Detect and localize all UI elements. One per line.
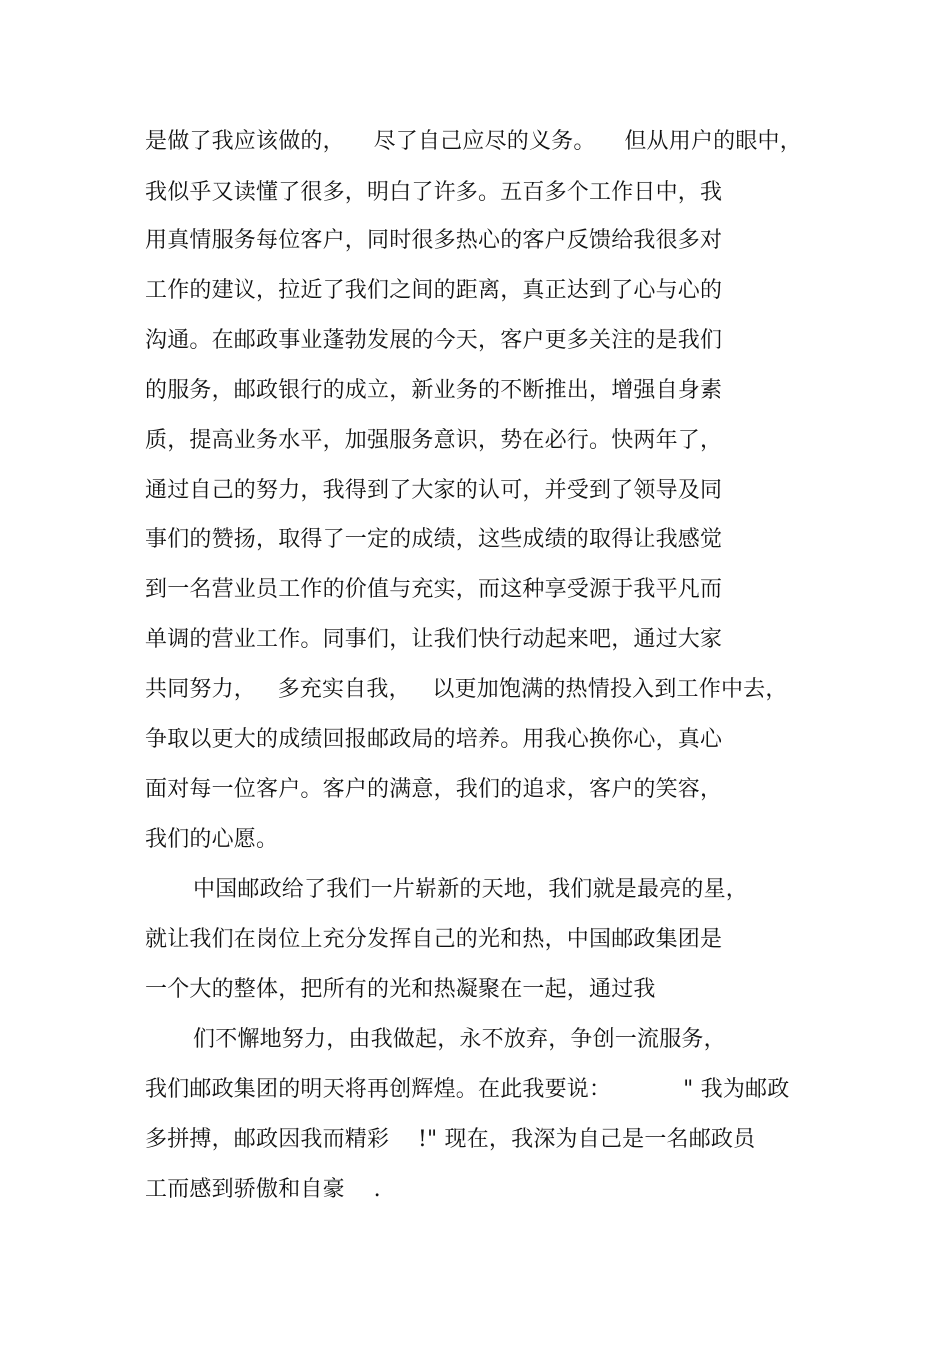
text-line: 的服务，邮政银行的成立，新业务的不断推出，增强自身素: [145, 378, 723, 403]
text-line: 用真情服务每位客户，同时很多热心的客户反馈给我很多对: [145, 228, 723, 253]
text-line: 单调的营业工作。同事们，让我们快行动起来吧，通过大家: [145, 627, 723, 652]
text-line: 是做了我应该做的， 尽了自己应尽的义务。 但从用户的眼中，: [145, 129, 802, 154]
text-line: 面对每一位客户。客户的满意，我们的追求，客户的笑容，: [145, 777, 723, 802]
text-line: 们不懈地努力，由我做起，永不放弃，争创一流服务，: [193, 1027, 726, 1052]
text-line: 我们邮政集团的明天将再创辉煌。在此我要说： " 我为邮政: [145, 1077, 790, 1102]
text-line: 共同努力， 多充实自我， 以更加饱满的热情投入到工作中去，: [145, 677, 788, 702]
text-line: 争取以更大的成绩回报邮政局的培养。用我心换你心，真心: [145, 727, 723, 752]
text-line: 我似乎又读懂了很多，明白了许多。五百多个工作日中，我: [145, 180, 723, 205]
text-line: 中国邮政给了我们一片崭新的天地，我们就是最亮的星，: [193, 877, 749, 902]
text-line: 通过自己的努力，我得到了大家的认可，并受到了领导及同: [145, 478, 723, 503]
text-line: 工而感到骄傲和自豪 .: [145, 1177, 381, 1202]
text-line: 一个大的整体，把所有的光和热凝聚在一起，通过我: [145, 977, 656, 1002]
text-line: 质，提高业务水平，加强服务意识，势在必行。快两年了，: [145, 428, 723, 453]
text-line: 工作的建议，拉近了我们之间的距离，真正达到了心与心的: [145, 278, 723, 303]
text-line: 沟通。在邮政事业蓬勃发展的今天，客户更多关注的是我们: [145, 328, 723, 353]
text-line: 到一名营业员工作的价值与充实，而这种享受源于我平凡而: [145, 577, 723, 602]
text-line: 我们的心愿。: [145, 827, 279, 852]
text-line: 就让我们在岗位上充分发挥自己的光和热，中国邮政集团是: [145, 927, 723, 952]
text-line: 多拼搏，邮政因我而精彩 !" 现在，我深为自己是一名邮政员: [145, 1127, 756, 1152]
text-line: 事们的赞扬，取得了一定的成绩，这些成绩的取得让我感觉: [145, 527, 723, 552]
